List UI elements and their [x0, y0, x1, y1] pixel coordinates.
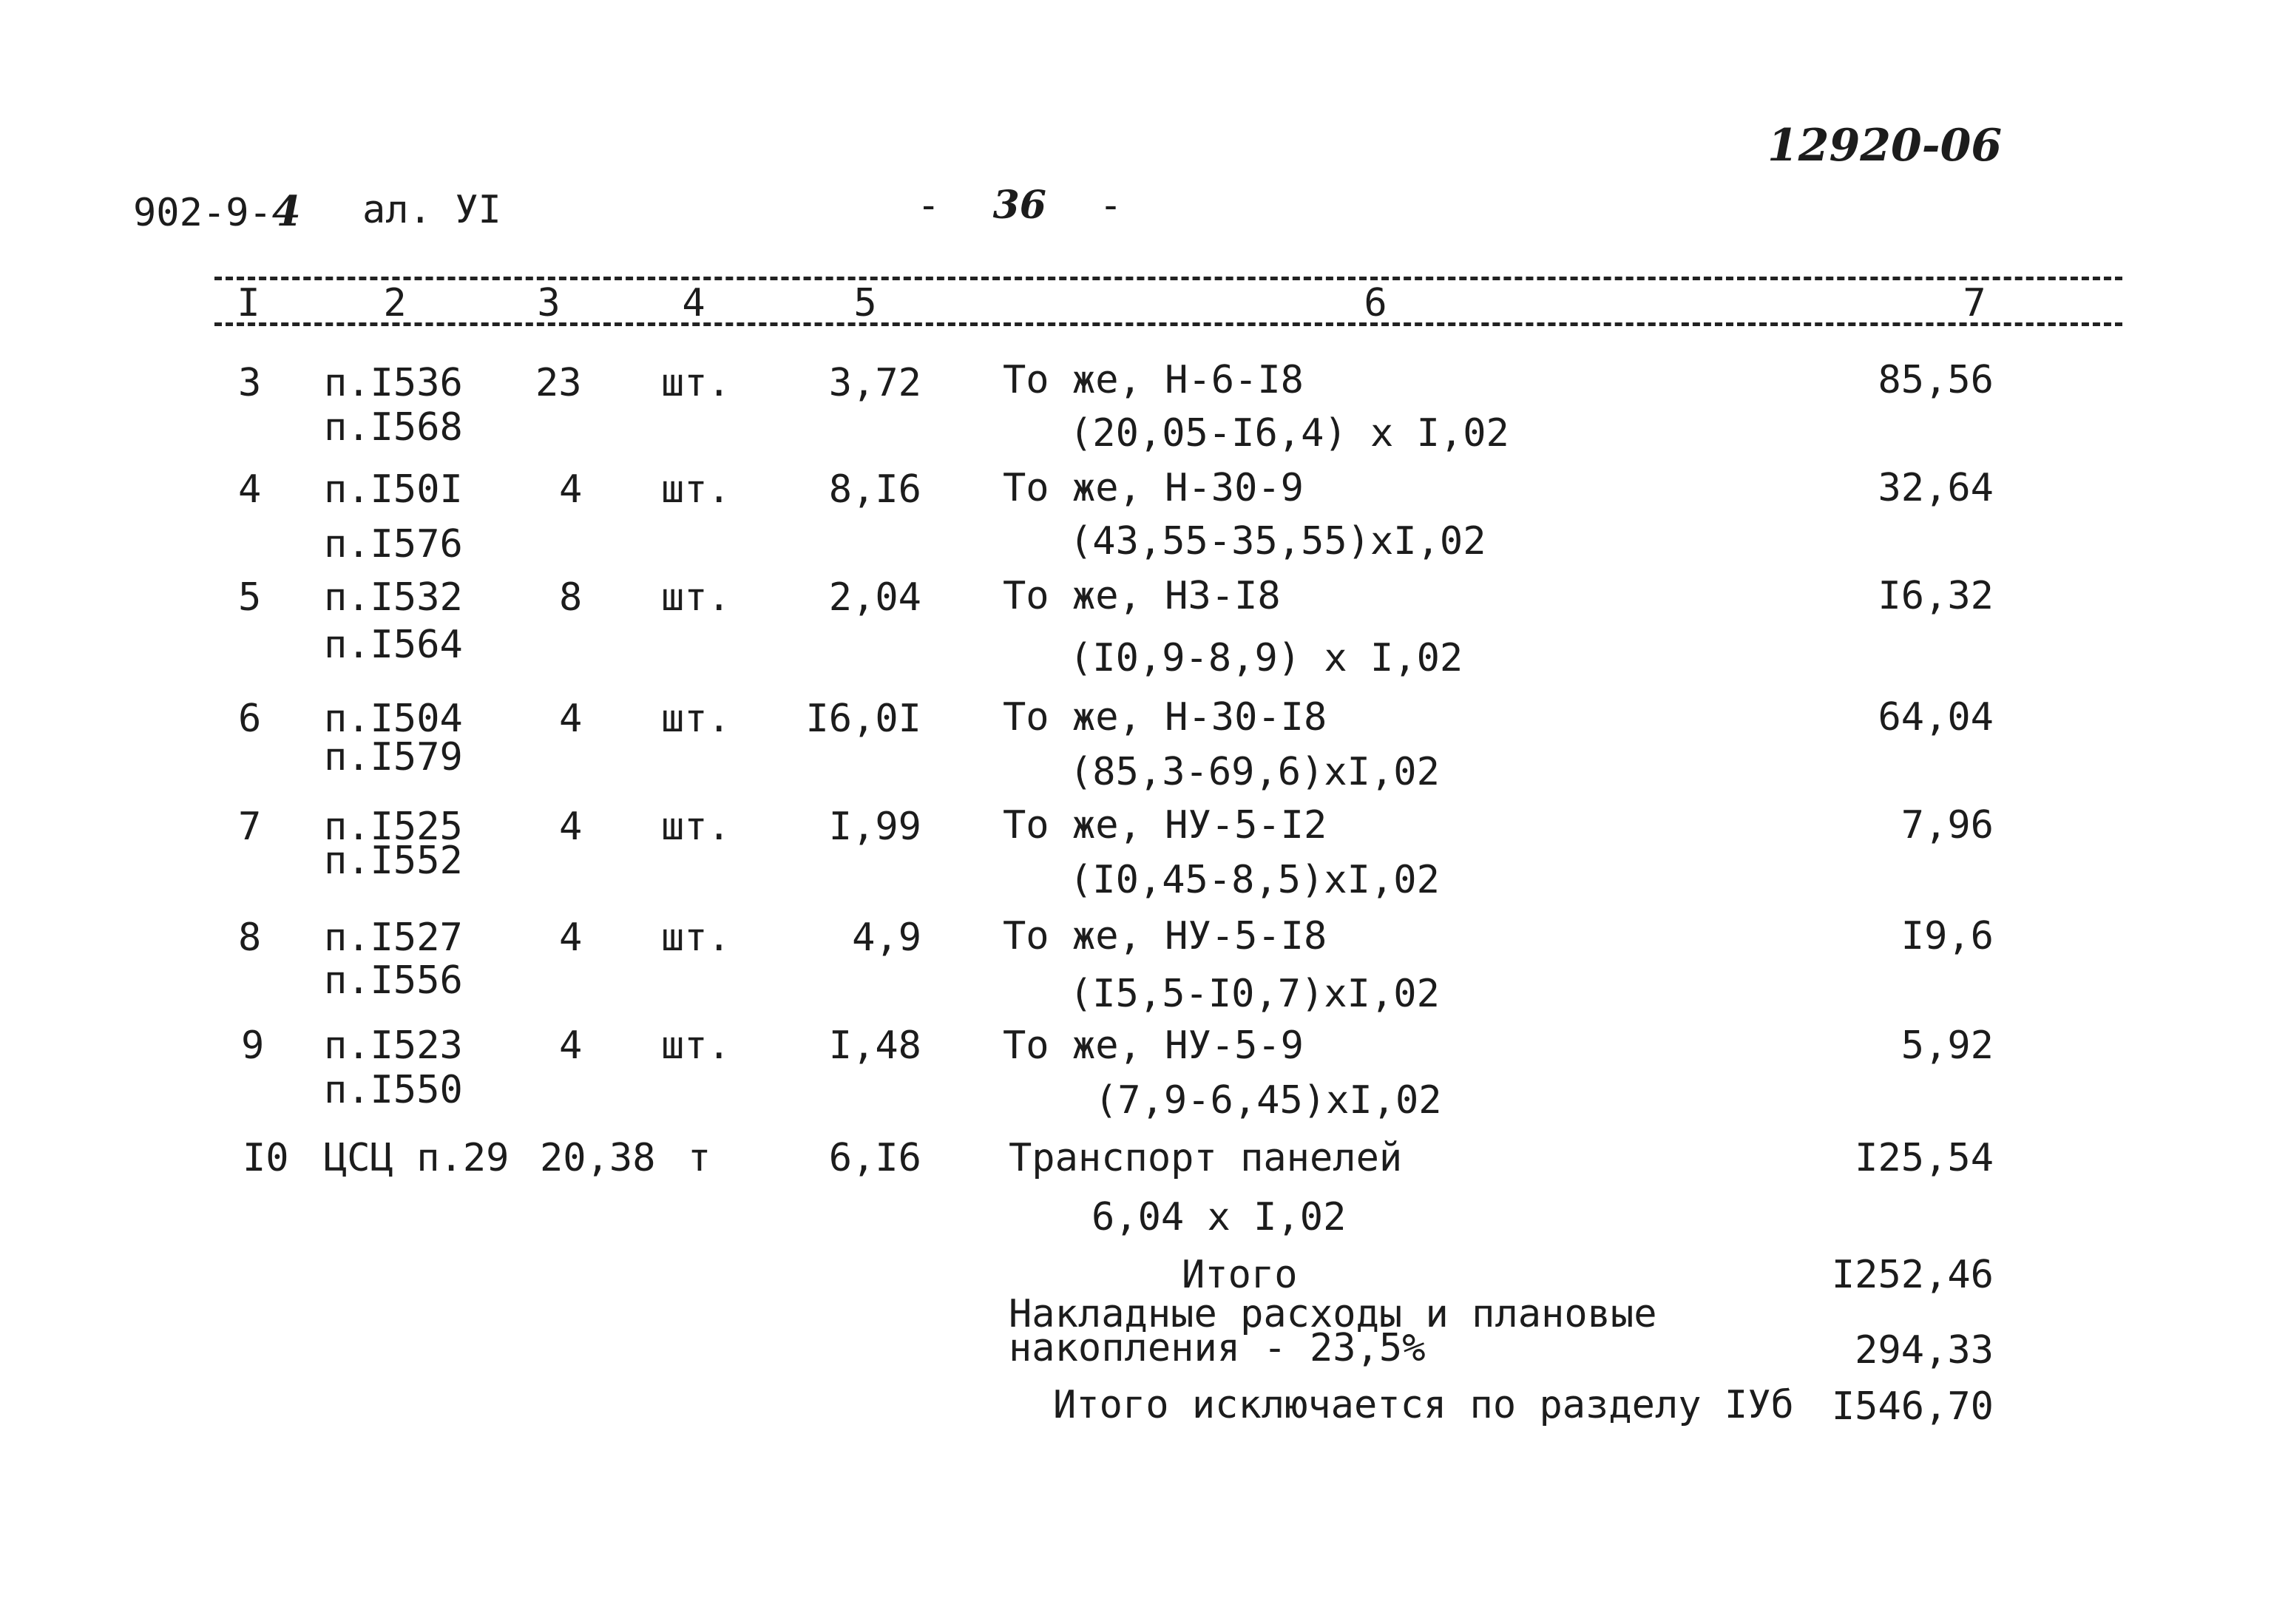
- overhead-value: 294,33: [1855, 1328, 1994, 1373]
- reference: п.I504: [324, 697, 463, 741]
- header-top-rule: [214, 277, 2122, 280]
- reference: п.I525: [324, 805, 463, 849]
- row-total: 7,96: [1901, 803, 1994, 847]
- reference: п.I50I: [324, 467, 463, 512]
- overhead-label-line2: накопления - 23,5%: [1009, 1326, 1426, 1370]
- row-number: 9: [241, 1024, 265, 1068]
- reference: п.I536: [324, 361, 463, 405]
- subtotal-value: I252,46: [1831, 1253, 1994, 1297]
- unit-price: 3,72: [828, 361, 921, 405]
- quantity: 4: [559, 916, 583, 960]
- row-total: 64,04: [1878, 695, 1994, 740]
- description: То же, НУ-5-I2: [1003, 803, 1327, 847]
- reference: п.I552: [324, 839, 463, 883]
- row-total: 5,92: [1901, 1024, 1994, 1068]
- reference: п.I579: [324, 735, 463, 779]
- row-total: I9,6: [1901, 914, 1994, 958]
- quantity: 23: [535, 361, 582, 405]
- row-total: I25,54: [1855, 1136, 1994, 1180]
- column-header-3: 3: [537, 281, 561, 325]
- column-header-6: 6: [1364, 281, 1387, 325]
- reference: п.I564: [324, 623, 463, 667]
- reference: п.I523: [324, 1024, 463, 1068]
- column-header-7: 7: [1963, 281, 1986, 325]
- subtotal-label: Итого: [1182, 1253, 1298, 1297]
- column-header-4: 4: [682, 281, 705, 325]
- unit-price: 4,9: [852, 916, 921, 960]
- unit: шт.: [661, 575, 731, 620]
- unit-price: 8,I6: [828, 467, 921, 512]
- document-code-printed: 902-9-: [133, 191, 272, 235]
- page-number: [917, 183, 1123, 228]
- quantity: 8: [559, 575, 583, 620]
- header-bottom-rule: [214, 322, 2122, 326]
- description: То же, Н3-I8: [1003, 574, 1281, 618]
- row-total: 32,64: [1878, 466, 1994, 510]
- row-number: 8: [238, 916, 262, 960]
- reference: п.I527: [324, 916, 463, 960]
- row-number: 3: [238, 361, 262, 405]
- row-number: 7: [238, 805, 262, 849]
- calculation: 6,04 x I,02: [1091, 1195, 1347, 1239]
- unit-price: I,99: [828, 805, 921, 849]
- unit-price: 2,04: [828, 575, 921, 620]
- archive-number: 12920-06: [1767, 120, 2003, 172]
- calculation: (85,3-69,6)xI,02: [1069, 750, 1440, 794]
- unit: т: [688, 1136, 711, 1180]
- reference: п.I568: [324, 405, 463, 450]
- document-code: [133, 187, 301, 236]
- description: Транспорт панелей: [1009, 1136, 1403, 1180]
- row-number: 5: [238, 575, 262, 620]
- row-total: 85,56: [1878, 358, 1994, 402]
- column-header-2: 2: [383, 281, 407, 325]
- reference: ЦСЦ п.29: [324, 1136, 510, 1180]
- reference: п.I556: [324, 958, 463, 1003]
- reference: п.I550: [324, 1068, 463, 1112]
- unit: шт.: [661, 467, 731, 512]
- final-total-label: Итого исключается по разделу IУб: [1053, 1383, 1794, 1427]
- calculation: (20,05-I6,4) x I,02: [1069, 411, 1509, 456]
- unit: шт.: [661, 361, 731, 405]
- unit: шт.: [661, 805, 731, 849]
- calculation: (I5,5-I0,7)xI,02: [1069, 972, 1440, 1016]
- page-dash-left: -: [917, 183, 941, 228]
- row-number: 4: [238, 467, 262, 512]
- description: То же, НУ-5-I8: [1003, 914, 1327, 958]
- quantity: 4: [559, 805, 583, 849]
- quantity: 20,38: [540, 1136, 656, 1180]
- row-number: I0: [243, 1136, 289, 1180]
- column-header-1: I: [237, 281, 260, 325]
- unit: шт.: [661, 697, 731, 741]
- unit: шт.: [661, 916, 731, 960]
- row-number: 6: [238, 697, 262, 741]
- quantity: 4: [559, 1024, 583, 1068]
- document-code-handwritten: 4: [271, 187, 301, 236]
- column-header-5: 5: [853, 281, 877, 325]
- reference: п.I576: [324, 522, 463, 566]
- calculation: (43,55-35,55)xI,02: [1069, 519, 1486, 564]
- calculation: (I0,9-8,9) x I,02: [1069, 636, 1463, 680]
- quantity: 4: [559, 467, 583, 512]
- unit: шт.: [661, 1024, 731, 1068]
- page-number-value: 36: [992, 183, 1046, 228]
- row-total: I6,32: [1878, 574, 1994, 618]
- unit-price: 6,I6: [828, 1136, 921, 1180]
- page-dash-right: -: [1099, 183, 1123, 228]
- calculation: (I0,45-8,5)xI,02: [1069, 858, 1440, 902]
- final-total-value: I546,70: [1831, 1384, 1994, 1429]
- calculation: (7,9-6,45)xI,02: [1094, 1078, 1442, 1123]
- unit-price: I6,0I: [805, 697, 921, 741]
- description: То же, Н-30-9: [1003, 466, 1304, 510]
- overhead-label-line1: Накладные расходы и плановые: [1009, 1292, 1657, 1336]
- description: То же, Н-30-I8: [1003, 695, 1327, 740]
- description: То же, Н-6-I8: [1003, 358, 1304, 402]
- description: То же, НУ-5-9: [1003, 1024, 1304, 1068]
- reference: п.I532: [324, 575, 463, 620]
- quantity: 4: [559, 697, 583, 741]
- album-label: ал. УI: [362, 188, 501, 232]
- unit-price: I,48: [828, 1024, 921, 1068]
